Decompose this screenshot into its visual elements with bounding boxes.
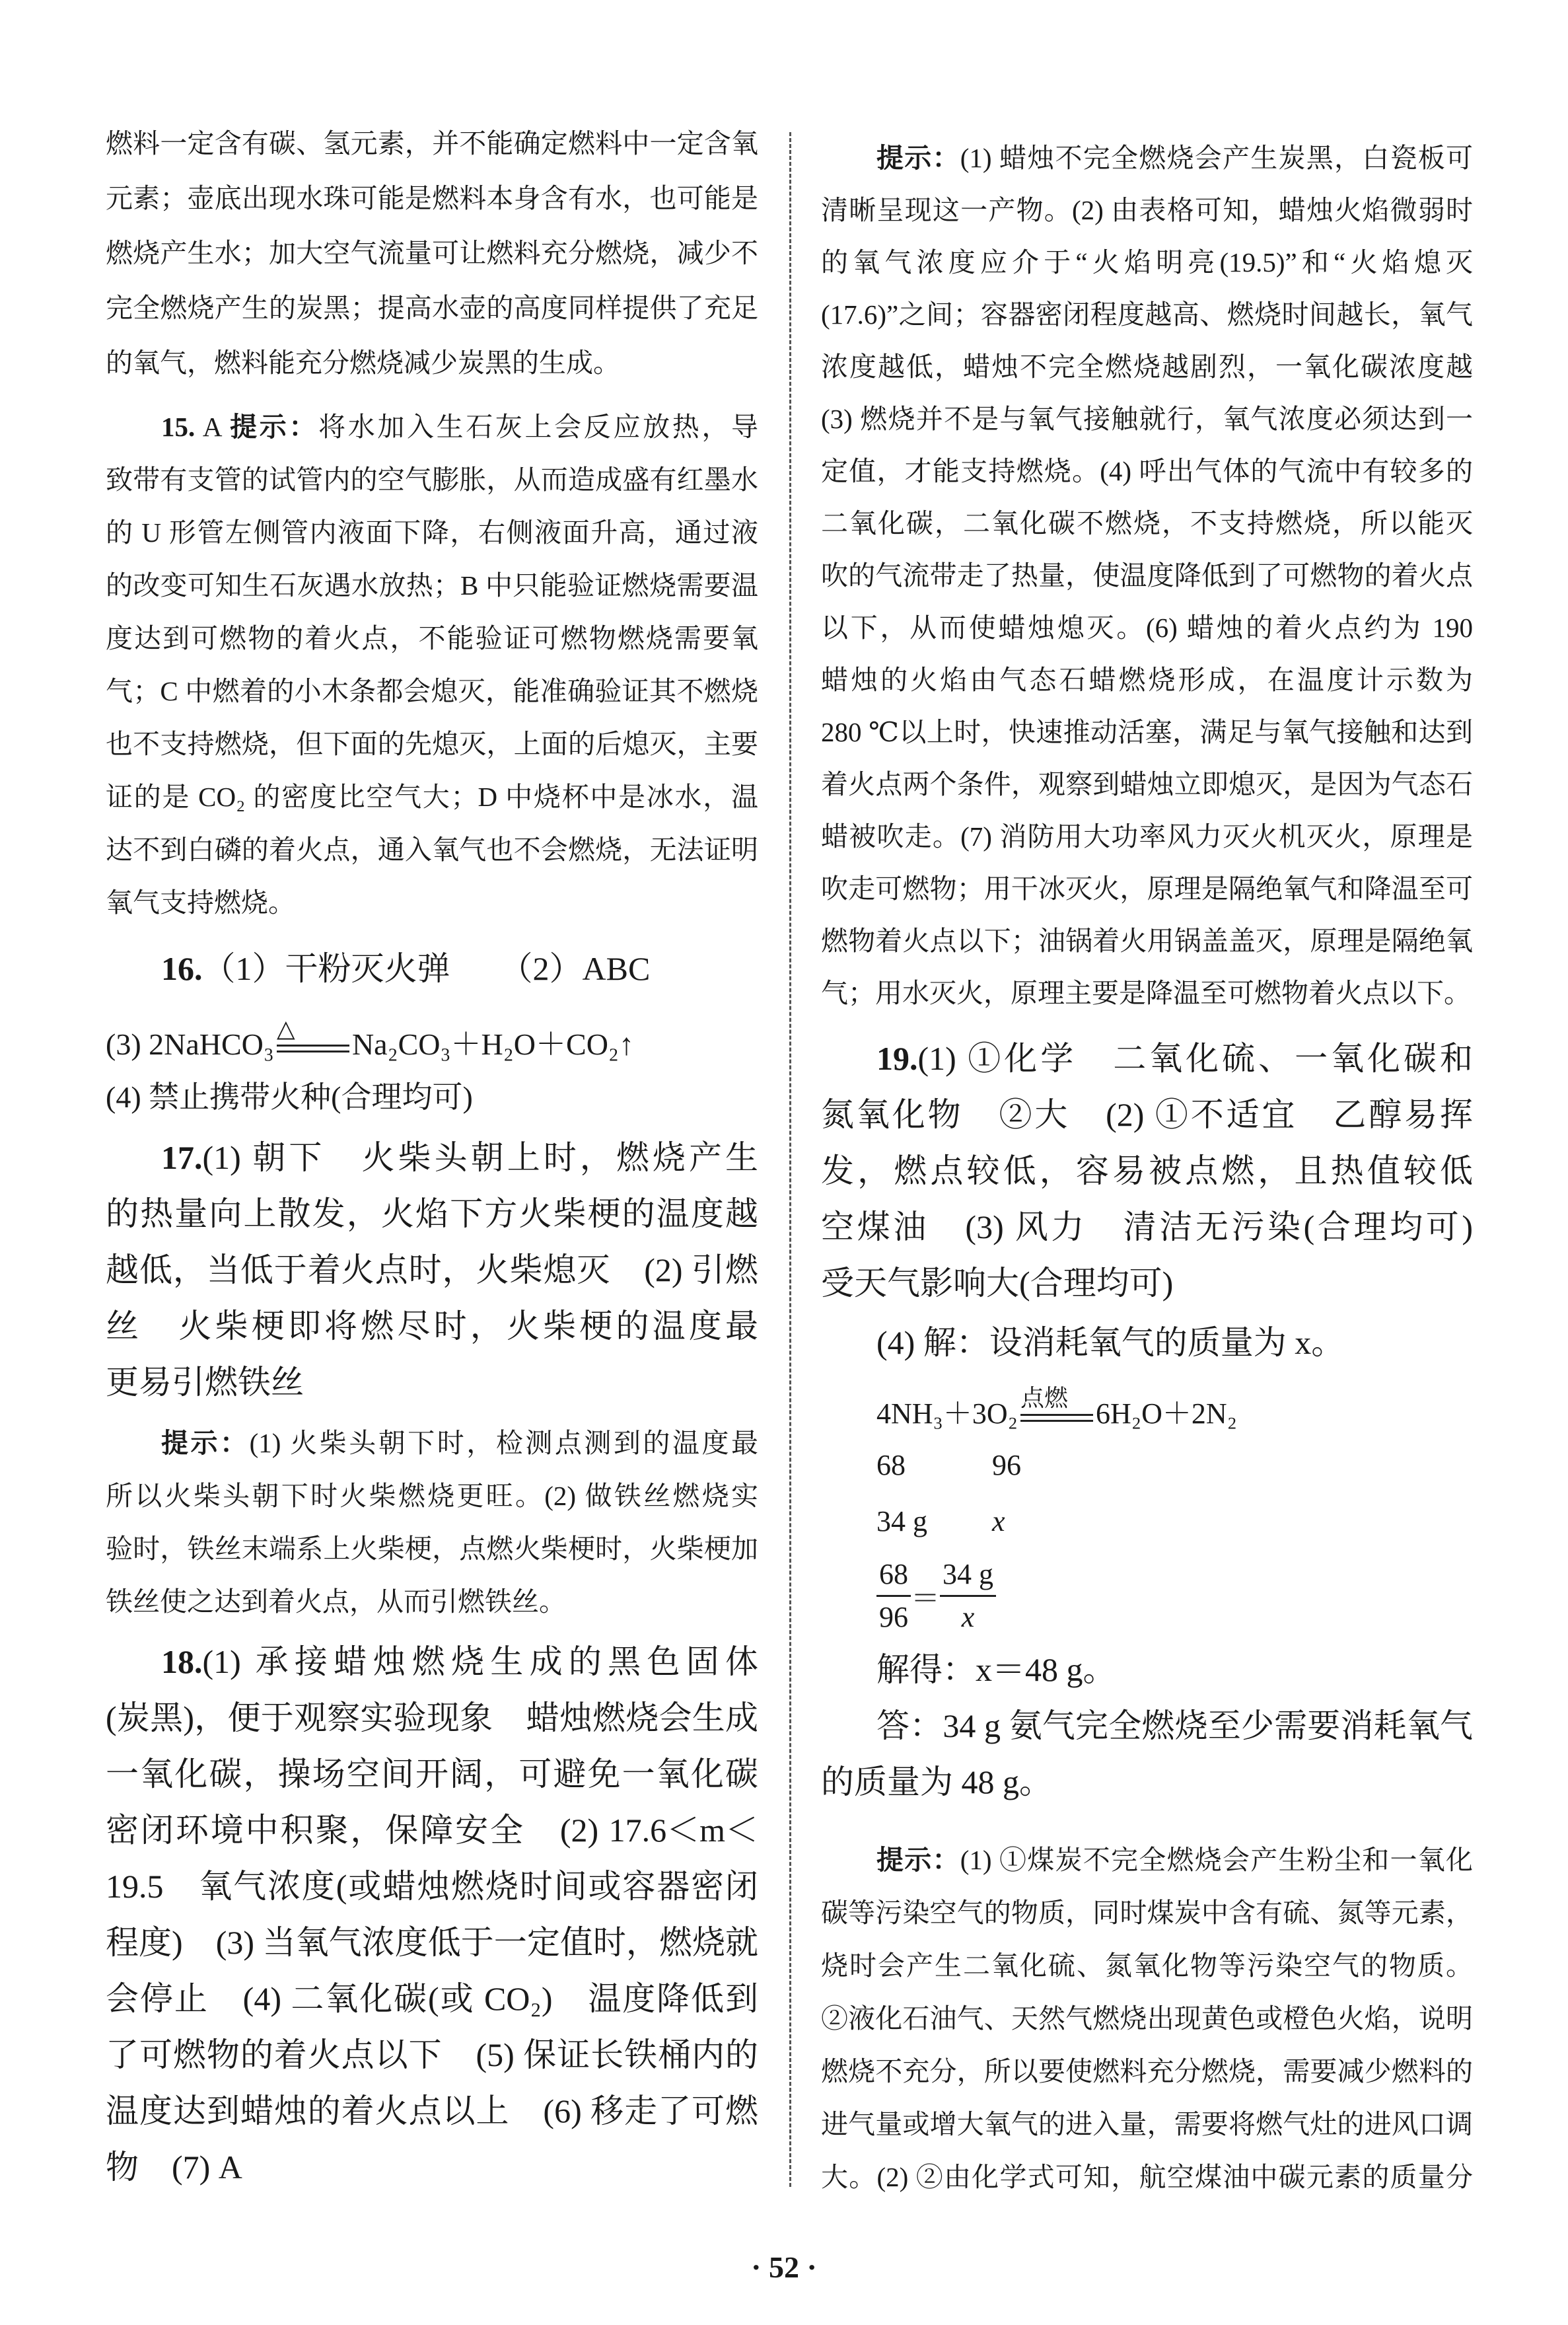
answer-text: (1) 承接蜡烛燃烧生成的黑色固体 <box>202 1643 758 1680</box>
text-line: 发，燃点较低，容易被点燃，且热值较低 <box>821 1152 1473 1189</box>
text-line: 吹走可燃物；用干冰灭火，原理是隔绝氧气和降温至可 <box>821 873 1473 904</box>
q17-hint <box>106 1417 758 1628</box>
text-line: 一氧化碳，操场空间开阔，可避免一氧化碳 <box>106 1755 758 1792</box>
q19-calculation <box>821 1315 1473 1810</box>
question-19 <box>821 1031 1473 1311</box>
text-line: 氮氧化物 ②大 (2) ①不适宜 乙醇易挥 <box>821 1096 1473 1133</box>
equals-sign: ＝ <box>911 1582 940 1615</box>
hint-text: 将水加入生石灰上会反应放热，导 <box>318 412 758 442</box>
text-line: 越低，当低于着火点时，火柴熄灭 (2) 引燃 <box>106 1251 758 1288</box>
question-18 <box>106 1634 758 2196</box>
text-line: 二氧化碳，二氧化碳不燃烧，不支持燃烧，所以能灭 <box>821 508 1473 538</box>
text-line: 会停止 (4) 二氧化碳(或 CO₂) 温度降低到 <box>106 1980 758 2017</box>
mass-row <box>821 1437 1473 1493</box>
text-line: 气；用水灭火，原理主要是降温至可燃物着火点以下。 <box>821 978 1471 1008</box>
intro-paragraph <box>106 116 758 390</box>
text-line: 验时，铁丝末端系上火柴梗，点燃火柴梗时，火柴梗加 <box>106 1533 758 1564</box>
text-line: 清晰呈现这一产物。(2) 由表格可知，蜡烛火焰微弱时 <box>821 195 1473 225</box>
text-line: 碳等污染空气的物质，同时煤炭中含有硫、氮等元素， <box>821 1898 1473 1928</box>
solve-intro: (4) 解：设消耗氧气的质量为 x。 <box>876 1324 1345 1361</box>
text-line: 达不到白磷的着火点，通入氧气也不会燃烧，无法证明 <box>106 834 758 865</box>
heat-triangle-icon: △ <box>276 1015 295 1043</box>
text-line: 的氧气，燃料能充分燃烧减少炭黑的生成。 <box>106 348 620 378</box>
numerator: 68 <box>876 1554 911 1597</box>
text-line: 蜡烛的火焰由气态石蜡燃烧形成，在温度计示数为 <box>821 665 1473 695</box>
text-line: 了可燃物的着火点以下 (5) 保证长铁桶内的 <box>106 2036 758 2073</box>
question-16 <box>106 936 758 1124</box>
page-number-value: 52 <box>769 2250 799 2284</box>
text-line: 280 ℃以上时，快速推动活塞，满足与氧气接触和达到 <box>821 717 1473 747</box>
hint-first-line <box>821 132 1473 184</box>
chemical-equation <box>106 1002 758 1071</box>
text-line: 元素；壶底出现水珠可能是燃料本身含有水，也可能是 <box>106 183 758 213</box>
text-line: 蜡被吹走。(7) 消防用大功率风力灭火机灭火，原理是 <box>821 821 1473 852</box>
text-line: 燃物着火点以下；油锅着火用锅盖盖灭，原理是隔绝氧 <box>821 926 1473 956</box>
hint-label: 提示： <box>876 142 960 174</box>
question-number: 16. <box>161 950 203 987</box>
answer-text: (1) 朝下 火柴头朝上时，燃烧产生 <box>202 1139 758 1176</box>
hint-text: (1) 火柴头朝下时，检测点测到的温度最 <box>249 1428 758 1458</box>
q17-lines <box>106 1186 758 1411</box>
eq-reactants: 4NH₃＋3O₂ <box>876 1397 1018 1430</box>
text-line: ②液化石油气、天然气燃烧出现黄色或橙色火焰，说明 <box>821 2003 1473 2034</box>
question-number: 15. <box>161 412 196 442</box>
text-line: 程度) (3) 当氧气浓度低于一定值时，燃烧就 <box>106 1924 758 1961</box>
condition-text: 点燃 <box>1020 1384 1069 1411</box>
reaction-condition <box>276 1015 349 1054</box>
hint-lines <box>821 184 1473 1019</box>
question-number: 18. <box>161 1643 203 1680</box>
question-number: 19. <box>876 1040 918 1077</box>
text-line: 物 (7) A <box>106 2149 242 2186</box>
text-line: (17.6)”之间；容器密闭程度越高、燃烧时间越长，氧气 <box>821 299 1473 330</box>
ammonia-mass: 68 <box>876 1449 906 1481</box>
result: 解得：x＝48 g。 <box>876 1651 1116 1688</box>
text-line: 吹的气流带走了热量，使温度降低到了可燃物的着火点 <box>821 560 1473 591</box>
text-line: 丝 火柴梗即将燃尽时，火柴梗的温度最 <box>106 1308 758 1345</box>
eq-products: 6H₂O＋2N₂ <box>1096 1397 1238 1430</box>
text-line: 受天气影响大(合理均可) <box>821 1265 1174 1302</box>
q18-first-line <box>106 1634 758 1690</box>
q18-lines <box>106 1690 758 2196</box>
text-line: 定值，才能支持燃烧。(4) 呼出气体的气流中有较多的 <box>821 456 1473 486</box>
text-line: 的改变可知生石灰遇水放热；B 中只能验证燃烧需要温 <box>106 570 758 601</box>
text-line: 浓度越低，蜡烛不完全燃烧越剧烈，一氧化碳浓度越 <box>821 351 1473 382</box>
text-line: 进气量或增大氧气的进入量，需要将燃气灶的进风口调 <box>821 2109 1473 2139</box>
text-line: 空煤油 (3) 风力 清洁无污染(合理均可) <box>821 1208 1473 1245</box>
column-divider <box>789 132 791 2187</box>
question-15 <box>106 400 758 929</box>
text-line: 温度达到蜡烛的着火点以上 (6) 移走了可燃 <box>106 2092 758 2129</box>
text-line: 的氧气浓度应介于“火焰明亮(19.5)”和“火焰熄灭 <box>821 247 1473 277</box>
text-line: 的质量为 48 g。 <box>821 1763 1052 1800</box>
hint-first-line <box>821 1833 1473 1886</box>
q16-part-1: （1）干粉灭火弹 <box>202 950 450 987</box>
page-number: · 52 · <box>751 2250 817 2284</box>
q16-part-2: （2）ABC <box>516 950 651 987</box>
hint-first-line <box>106 1417 758 1469</box>
hint-text: (1) 蜡烛不完全燃烧会产生炭黑，白瓷板可 <box>960 143 1473 173</box>
eq-products: Na₂CO₃＋H₂O＋CO₂↑ <box>351 1027 634 1061</box>
question-number: 17. <box>161 1139 203 1176</box>
text-line: 所以火柴头朝下时火柴燃烧更旺。(2) 做铁丝燃烧实 <box>106 1481 758 1511</box>
answer-text: (1) ①化学 二氧化硫、一氧化碳和 <box>917 1040 1473 1077</box>
text-line: 着火点两个条件，观察到蜡烛立即熄灭，是因为气态石 <box>821 769 1473 799</box>
text-line: 铁丝使之达到着火点，从而引燃铁丝。 <box>106 1586 566 1617</box>
q18-hint <box>821 132 1473 1019</box>
final-answer <box>821 1698 1473 1810</box>
text-line: 的热量向上散发，火焰下方火柴梗的温度越 <box>106 1195 758 1232</box>
text-line: 答：34 g 氨气完全燃烧至少需要消耗氧气 <box>876 1707 1473 1744</box>
q19-lines <box>821 1087 1473 1311</box>
text-line: 致带有支管的试管内的空气膨胀，从而造成盛有红墨水 <box>106 464 758 495</box>
q15-hint-lines <box>106 453 758 929</box>
q19-first-line <box>821 1031 1473 1087</box>
numerator: 34 g <box>940 1554 996 1597</box>
text-line: 燃烧产生水；加大空气流量可让燃料充分燃烧，减少不 <box>106 238 758 268</box>
q16-part-4: (4) 禁止携带火种(合理均可) <box>106 1080 473 1114</box>
text-line: 气；C 中燃着的小木条都会熄灭，能准确验证其不燃烧 <box>106 676 758 706</box>
hint-lines <box>821 1886 1473 2203</box>
unknown-x: x <box>992 1505 1005 1537</box>
text-line: 的 U 形管左侧管内液面下降，右侧液面升高，通过液 <box>106 517 758 548</box>
hint-text: (1) ①煤炭不完全燃烧会产生粉尘和一氧化 <box>960 1845 1473 1875</box>
denominator: 96 <box>879 1600 908 1633</box>
text-line: 19.5 氧气浓度(或蜡烛燃烧时间或容器密闭 <box>106 1868 758 1905</box>
q17-first-line <box>106 1130 758 1186</box>
text-line: 燃烧不充分，所以要使燃料充分燃烧，需要减少燃料的 <box>821 2056 1473 2086</box>
text-line: 更易引燃铁丝 <box>106 1364 304 1401</box>
text-line: (3) 燃烧并不是与氧气接触就行，氧气浓度必须达到一 <box>821 404 1473 434</box>
answer: A <box>202 412 221 442</box>
fraction-left <box>876 1554 911 1638</box>
chemical-equation <box>821 1371 1473 1437</box>
fraction-right <box>940 1554 996 1638</box>
text-line: 完全燃烧产生的炭黑；提高水壶的高度同样提供了充足 <box>106 293 758 323</box>
text-line: 燃料一定含有碳、氢元素，并不能确定燃料中一定含氧 <box>106 128 758 159</box>
hint-label: 提示： <box>876 1844 960 1876</box>
text-line: 度达到可燃物的着火点，不能验证可燃物燃烧需要氧 <box>106 623 758 653</box>
text-line: 烧时会产生二氧化硫、氮氧化物等污染空气的物质。 <box>821 1950 1473 1981</box>
text-line: 大。(2) ②由化学式可知，航空煤油中碳元素的质量分 <box>821 2162 1473 2192</box>
q19-hint <box>821 1833 1473 2203</box>
proportion <box>821 1549 1473 1642</box>
hint-lines <box>106 1469 758 1628</box>
q16-line-1 <box>106 936 758 1002</box>
text-line: 证的是 CO₂ 的密度比空气大；D 中烧杯中是冰水，温 <box>106 782 758 812</box>
text-line: 密闭环境中积聚，保障安全 (2) 17.6＜m＜ <box>106 1812 758 1849</box>
text-line: (炭黑)，便于观察实验现象 蜡烛燃烧会生成 <box>106 1699 758 1736</box>
denominator: x <box>961 1600 975 1633</box>
reaction-condition <box>1020 1384 1093 1423</box>
given-mass: 34 g <box>876 1505 927 1537</box>
given-row <box>821 1493 1473 1549</box>
question-17 <box>106 1130 758 1411</box>
hint-label: 提示： <box>230 411 319 443</box>
eq-reactant: (3) 2NaHCO₃ <box>106 1027 274 1061</box>
text-line: 以下，从而使蜡烛熄灭。(6) 蜡烛的着火点约为 190 <box>821 612 1473 643</box>
text-line: 也不支持燃烧，但下面的先熄灭，上面的后熄灭，主要 <box>106 729 758 759</box>
q15-first-line <box>106 400 758 453</box>
hint-label: 提示： <box>161 1427 250 1459</box>
text-line: 氧气支持燃烧。 <box>106 887 295 918</box>
oxygen-mass: 96 <box>992 1449 1021 1481</box>
